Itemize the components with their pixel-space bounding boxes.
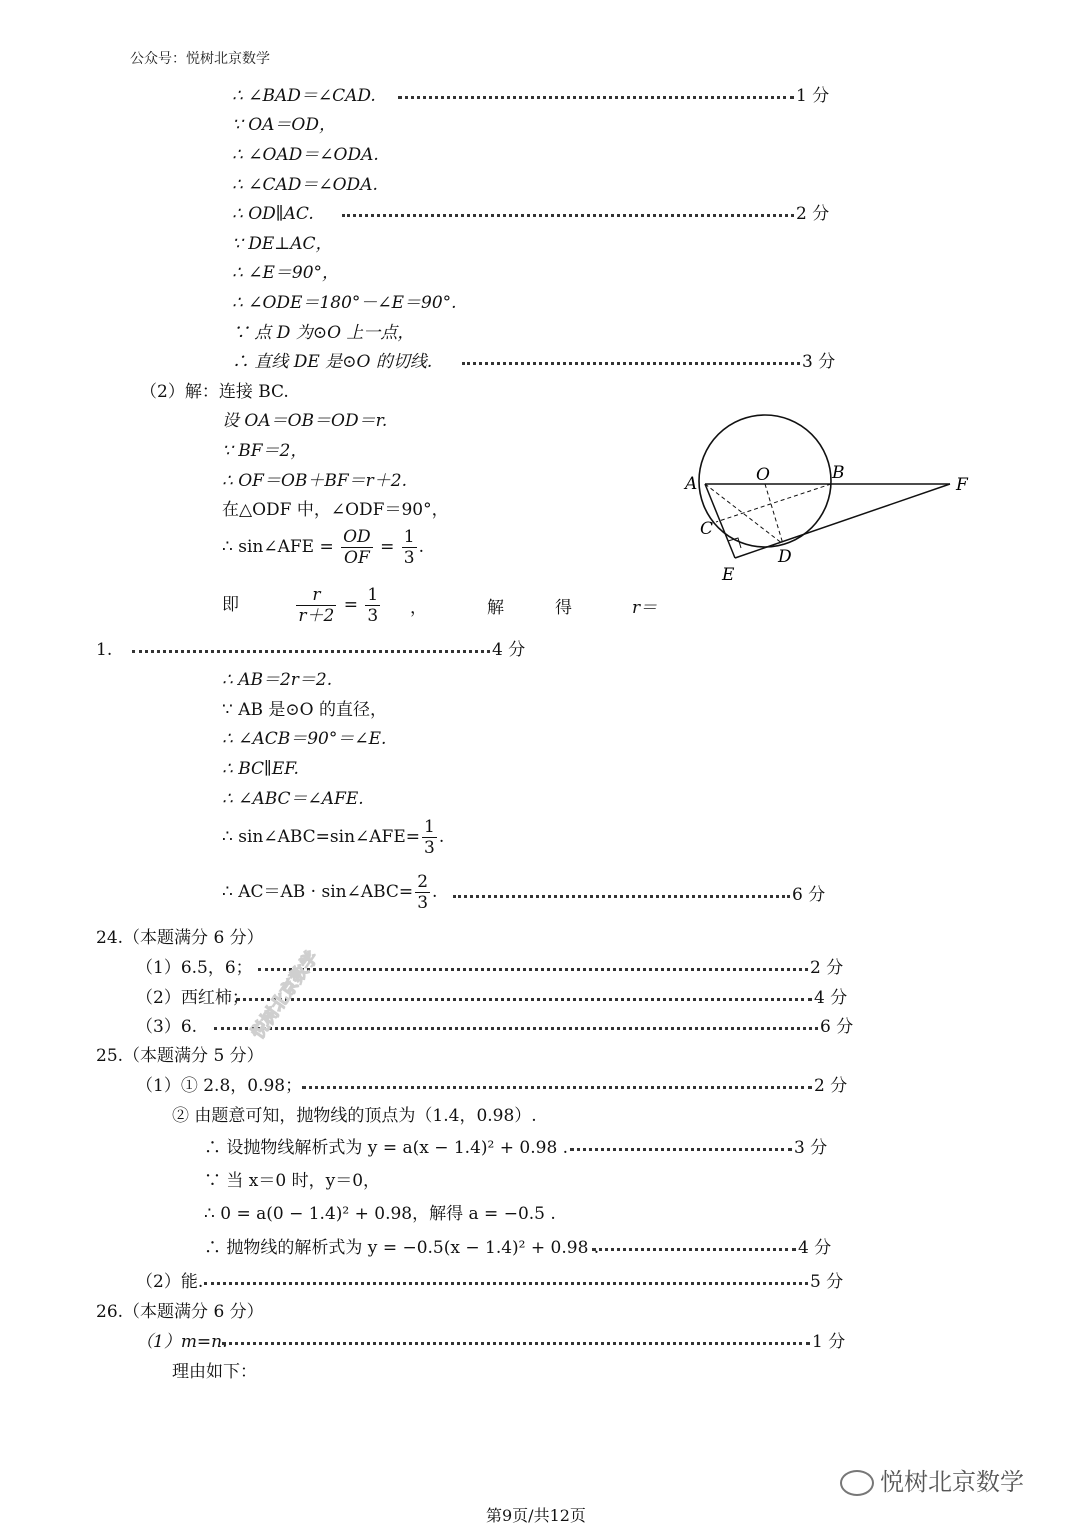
q25-a1: （1）① 2.8，0.98； [136,1076,303,1096]
q26-title: 26.（本题满分 6 分） [96,1302,264,1322]
score: 6 分 [792,885,826,905]
sin-abc-line: ∴ sin∠ABC=sin∠AFE= $\frac{1}{3}$ . [222,817,445,858]
proof-line: ∴ OF＝OB＋BF＝r＋2. [222,471,408,491]
line-ef [735,484,950,558]
page-number: 第9页/共12页 [486,1506,586,1525]
score: 6 分 [820,1017,854,1037]
sin-afe-line: ∴ sin∠AFE = $\frac{OD}{OF}$ = $\frac{1}{3}$ . [222,527,424,568]
dotted-leader [342,214,794,217]
q24-answer: （2）西红柿； [136,988,249,1008]
page-header: 公众号：悦树北京数学 [130,51,270,67]
score: 1 分 [796,86,830,106]
dotted-leader [570,1148,792,1151]
dotted-leader [204,1282,808,1285]
score: 1 分 [812,1332,846,1352]
label-F: F [956,475,968,495]
dotted-leader [592,1248,796,1251]
score: 5 分 [810,1272,844,1292]
q24-title: 24.（本题满分 6 分） [96,928,264,948]
dotted-leader [453,895,790,898]
proof-line: ∴ ∠CAD＝∠ODA. [232,175,378,195]
dotted-leader [132,650,490,653]
watermark-text: 悦树北京数学 [247,947,323,1043]
label-B: B [832,463,845,483]
q25-a5: ∴ 0 = a(0 − 1.4)² + 0.98，解得 a = −0.5 . [204,1204,556,1224]
q25-title: 25.（本题满分 5 分） [96,1046,264,1066]
proof-line: 设 OA＝OB＝OD＝r. [222,411,388,431]
dotted-leader [236,998,812,1001]
label-E: E [722,565,735,585]
ratio-comma: ， [410,598,427,618]
score: 2 分 [810,958,844,978]
line-od [765,484,783,544]
proof-line: 在△ODF 中，∠ODF＝90°， [222,500,449,520]
proof-line: ∴ 直线 DE 是⊙O 的切线. [232,352,433,372]
proof-line: ∴ BC∥EF. [222,759,299,779]
proof-line: ∴ AB＝2r＝2. [222,670,333,690]
proof-line: ∴ OD∥AC. [232,204,314,224]
dotted-leader [222,1342,810,1345]
proof-line: ∴ ∠E＝90°， [232,263,340,283]
label-D: D [778,547,792,567]
proof-line: ∵ BF＝2， [222,441,308,461]
proof-line: ∵ OA＝OD， [232,115,337,135]
label-C: C [700,519,714,539]
ratio-line: 即 $\frac{r}{r+2}$ = $\frac{1}{3}$ [222,585,379,626]
footer-logo: 悦树北京数学 [840,1462,1024,1497]
geometry-figure [680,410,980,590]
q26-a1: （1）m=n. [136,1332,228,1352]
label-O: O [756,465,770,485]
part2-intro: （2）解：连接 BC. [140,382,289,402]
ratio-r: r＝ [632,598,658,618]
q25-a6: ∴ 抛物线的解析式为 y = −0.5(x − 1.4)² + 0.98 . [204,1238,600,1258]
dotted-leader [258,968,808,971]
ac-line: ∴ AC＝AB · sin∠ABC= $\frac{2}{3}$ . [222,872,438,913]
q25-a3: ∴ 设抛物线解析式为 y = a(x − 1.4)² + 0.98 . [204,1138,569,1158]
label-A: A [685,474,698,494]
proof-line: ∴ ∠ABC＝∠AFE. [222,789,364,809]
score: 3 分 [794,1138,828,1158]
q26-reason: 理由如下： [172,1362,257,1382]
ratio-de: 得 [555,598,572,618]
score: 2 分 [796,204,830,224]
q24-answer: （3）6. [136,1017,198,1037]
score: 3 分 [802,352,836,372]
dotted-leader [302,1086,812,1089]
proof-line: ∴ ∠BAD＝∠CAD. [232,86,376,106]
line-bc [716,484,831,522]
proof-line: ∵ DE⊥AC， [232,234,333,254]
q25-a4: ∵ 当 x＝0 时，y＝0， [204,1171,381,1191]
proof-line: ∴ ∠ACB＝90°＝∠E. [222,729,387,749]
r-value: 1. [96,640,113,660]
score: 2 分 [814,1076,848,1096]
score: 4 分 [492,640,526,660]
proof-line: ∵ AB 是⊙O 的直径， [222,700,387,720]
ratio-jie: 解 [487,598,504,618]
proof-line: ∴ ∠OAD＝∠ODA. [232,145,379,165]
proof-line: ∵ 点 D 为⊙O 上一点， [232,323,415,343]
q24-answer: （1）6.5，6； [136,958,253,978]
score: 4 分 [798,1238,832,1258]
proof-line: ∴ ∠ODE＝180°－∠E＝90°. [232,293,457,313]
dotted-leader [398,96,794,99]
score: 4 分 [814,988,848,1008]
q25-a2: ② 由题意可知，抛物线的顶点为（1.4，0.98）. [172,1106,537,1126]
q25-b: （2）能. [136,1272,204,1292]
dotted-leader [462,362,800,365]
dotted-leader [214,1027,818,1030]
wechat-icon [840,1470,874,1496]
